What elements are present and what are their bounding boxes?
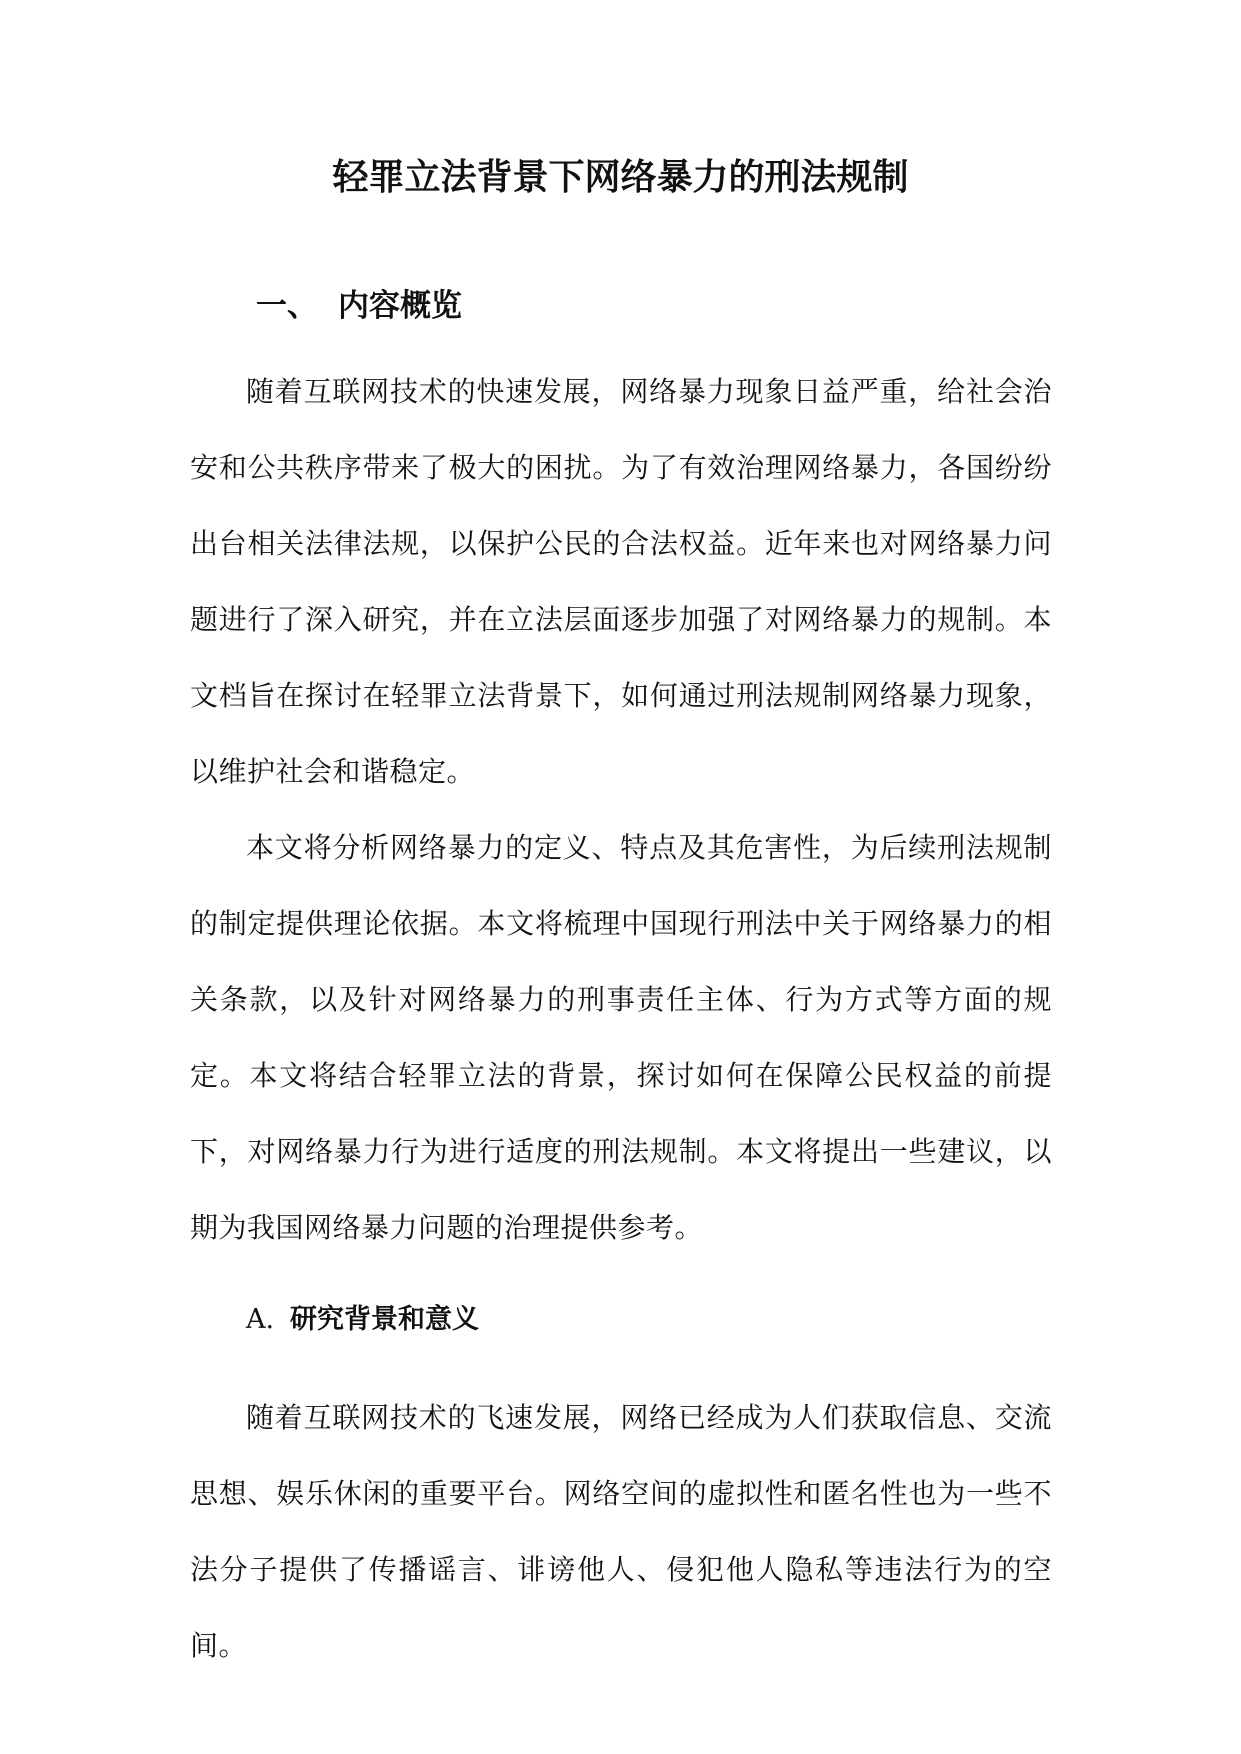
body-paragraph: 随着互联网技术的快速发展，网络暴力现象日益严重，给社会治安和公共秩序带来了极大的困扰。为了有效治理网络暴力，各国纷纷出台相关法律法规，以保护公民的合法权益。近年来也对网络暴力问题进行了深入研究，并在立法层面逐步加强了对网络暴力的规制。本文档旨在探讨在轻罪立法背景下，如何通过刑法规制网络暴力现象，以维护社会和谐稳定。	[190, 375, 1052, 788]
document-title: 轻罪立法背景下网络暴力的刑法规制	[332, 157, 909, 198]
subsection-title: 研究背景和意义	[290, 1304, 479, 1335]
body-paragraph: 随着互联网技术的飞速发展，网络已经成为人们获取信息、交流思想、娱乐休闲的重要平台。网络空间的虚拟性和匿名性也为一些不法分子提供了传播谣言、诽谤他人、侵犯他人隐私等违法行为的空间。	[190, 1401, 1052, 1662]
section-heading	[256, 282, 462, 330]
subsection-heading	[246, 1300, 479, 1340]
section-number: 一、	[256, 288, 318, 324]
subsection-number: A.	[246, 1304, 275, 1335]
section-title: 内容概览	[338, 288, 462, 324]
body-paragraph: 本文将分析网络暴力的定义、特点及其危害性，为后续刑法规制的制定提供理论依据。本文将梳理中国现行刑法中关于网络暴力的相关条款，以及针对网络暴力的刑事责任主体、行为方式等方面的规定。本文将结合轻罪立法的背景，探讨如何在保障公民权益的前提下，对网络暴力行为进行适度的刑法规制。本文将提出一些建议，以期为我国网络暴力问题的治理提供参考。	[190, 831, 1052, 1244]
